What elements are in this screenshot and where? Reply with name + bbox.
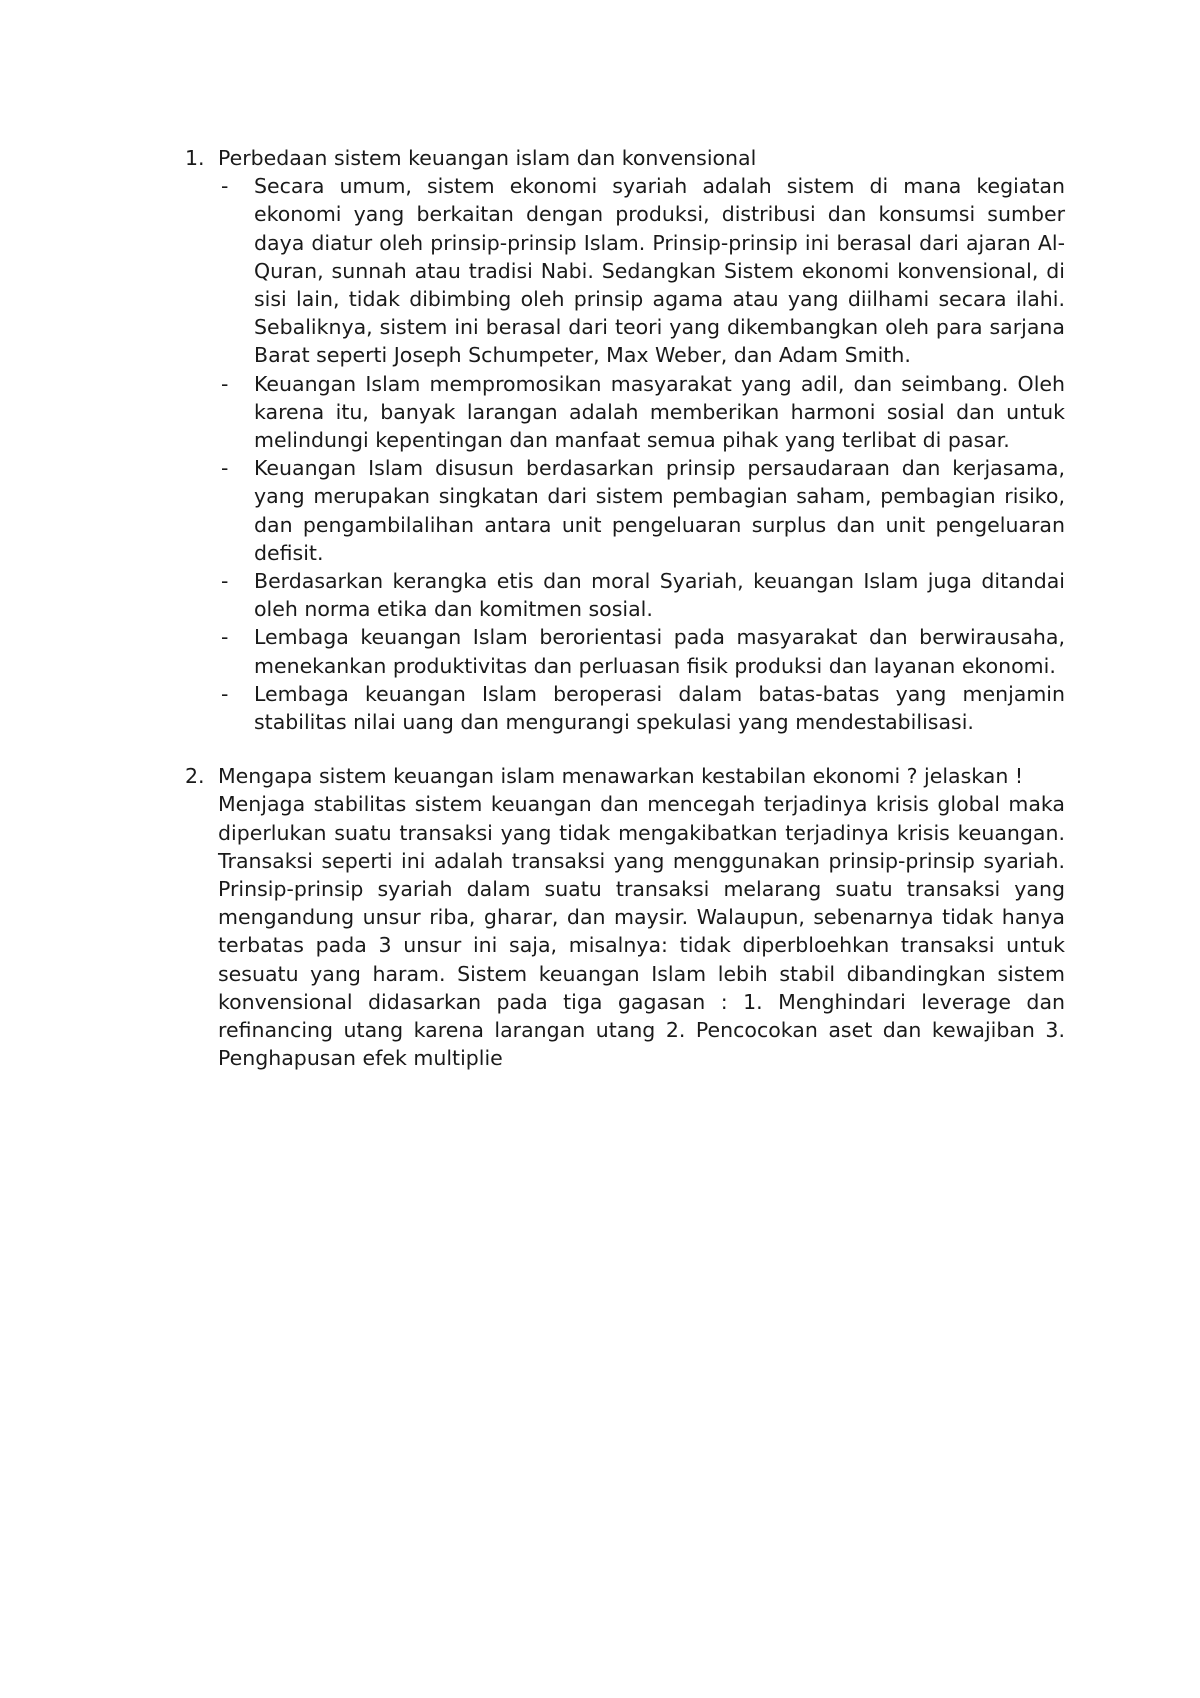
bullet-text: Keuangan Islam mempromosikan masyarakat yang adil, dan seimbang. Oleh karena itu, banyak larangan adalah memberikan harmoni sosial dan untuk melindungi kepentingan dan manfaat semua pihak yang terlibat di pasar. [254,371,1065,453]
bullet-text: Keuangan Islam disusun berdasarkan prinsip persaudaraan dan kerjasama, yang merupakan singkatan dari sistem pembagian saham, pembagian risiko, dan pengambilalihan antara unit pengeluaran surplus dan unit pengeluaran defisit. [254,456,1065,565]
bullet-text: Secara umum, sistem ekonomi syariah adalah sistem di mana kegiatan ekonomi yang berkaitan dengan produksi, distribusi dan konsumsi sumber daya diatur oleh prinsip-prinsip Islam. Prinsip-prinsip ini berasal dari ajaran Al-Quran, sunnah atau tradisi Nabi. Sedangkan Sistem ekonomi konvensional, di sisi lain, tidak dibimbing oleh prinsip agama atau yang diilhami secara ilahi. Sebaliknya, sistem ini berasal dari teori yang dikembangkan oleh para sarjana Barat seperti Joseph Schumpeter, Max Weber, dan Adam Smith. [254,174,1065,368]
bullet-text: Lembaga keuangan Islam berorientasi pada masyarakat dan berwirausaha, menekankan produktivitas dan perluasan fisik produksi dan layanan ekonomi. [254,625,1065,678]
bullet-dash: - [221,456,229,481]
bullet-item [218,623,1065,679]
bullet-text: Lembaga keuangan Islam beroperasi dalam batas-batas yang menjamin stabilitas nilai uang dan mengurangi spekulasi yang mendestabilisasi. [254,681,1065,735]
question-2-title: Mengapa sistem keuangan islam menawarkan kestabilan ekonomi ? jelaskan ! [218,764,1024,789]
question-2-answer: Menjaga stabilitas sistem keuangan dan mencegah terjadinya krisis global maka diperlukan suatu transaksi yang tidak mengakibatkan terjadinya krisis keuangan. Transaksi seperti ini adalah transaksi yang menggunakan prinsip-prinsip syariah. Prinsip-prinsip syariah dalam suatu transaksi melarang suatu transaksi yang mengandung unsur riba, gharar, dan maysir. Walaupun, sebenarnya tidak hanya terbatas pada 3 unsur ini saja, misalnya: tidak diperbloehkan transaksi untuk sesuatu yang haram. Sistem keuangan Islam lebih stabil dibandingkan sistem konvensional didasarkan pada tiga gagasan : 1. Menghindari leverage dan refinancing utang karena larangan utang 2. Pencocokan aset dan kewajiban 3. Penghapusan efek multiplie [218,792,1065,1071]
question-1 [185,144,1065,736]
question-1-bullet-list [218,172,1065,736]
question-2-number: 2. [185,764,205,789]
bullet-item [218,680,1065,736]
bullet-item [218,172,1065,369]
question-2 [185,762,1065,1072]
bullet-item [218,567,1065,623]
bullet-item [218,454,1065,567]
question-1-title: Perbedaan sistem keuangan islam dan konvensional [218,146,757,170]
bullet-item [218,370,1065,455]
bullet-dash: - [221,569,229,594]
bullet-text: Berdasarkan kerangka etis dan moral Syariah, keuangan Islam juga ditandai oleh norma etika dan komitmen sosial. [254,569,1065,622]
document-body [185,144,1065,1073]
bullet-dash: - [221,681,229,706]
question-1-number: 1. [185,146,205,170]
bullet-dash: - [221,174,229,199]
paragraph-spacer [185,736,1065,762]
bullet-dash: - [221,625,229,650]
bullet-dash: - [221,371,229,396]
